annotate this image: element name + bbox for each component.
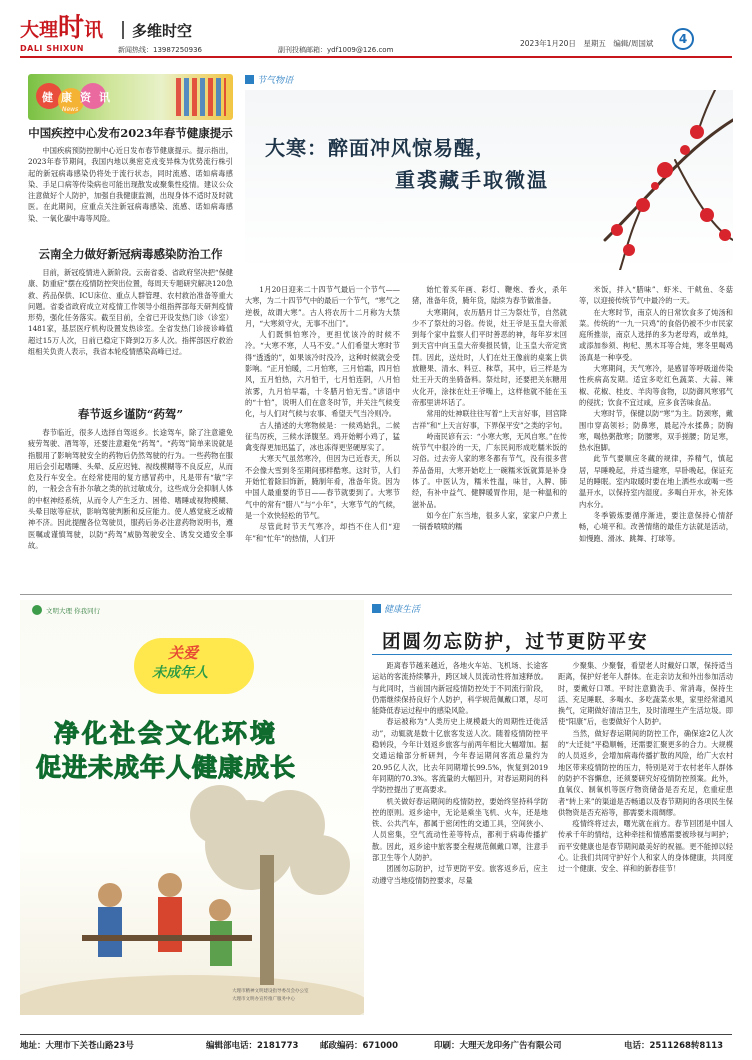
ad-credit-1: 大理市精神文明建设指导委员会办公室 xyxy=(232,989,309,994)
ad-credit-2: 大理市文明办宣传推广服务中心 xyxy=(232,997,295,1002)
footer-rule xyxy=(20,1034,732,1035)
column-tag-label: 节气物语 xyxy=(257,76,294,86)
footer-printer: 印刷：大理天龙印务广告有限公司 xyxy=(434,1041,562,1051)
footer-edit-phone: 编辑部电话：2181773 xyxy=(206,1041,299,1051)
ad-logo-mark xyxy=(32,605,42,615)
section-divider-horizontal xyxy=(20,594,732,595)
feature-col-2: 始忙着买年画、彩灯、鞭炮、香火，杀年猪，准备年货，腌年货，陆续为春节做准备。 大寒期间，农历腊月廿三为祭灶节，自然就少不了祭灶的习俗。传说，灶王爷是玉皇大帝派到每个家中监察人们平时善恶的神，每年岁末回到天宫中向玉皇大帝奏报民情，让玉皇大帝定赏罚。因此，送灶时，人们在灶王像前的桌案上供放糖果、清水、料豆、秣草，其中，后三样是为灶王升天的坐骑备料。祭灶时，还要把关东糖用火化开，涂抹在灶王爷嘴上，这样他就不能在玉帝那里讲坏话了。 常用的灶神联往往写着“上天言好事，回宫降吉祥”和“上天言好事，下界保平安”之类的字句。 岭南民谚有云：“小寒大寒，无风自寒。”在传统节气中很冷的一天，广东民间形成吃糯米饭的习俗。过去旁人家的寒冬都有节气，没有很多营养品备用，大寒开始吃上一碗糯米饭就算是补身体了。中医认为，糯米性温，味甘，入脾、肺经，有补中益气、健脾暖胃作用，是一种温和的滋补品。 如今在广东当地，很多人家，家家户户煮上一锅香喷喷的糯 xyxy=(412,285,567,532)
blossoms xyxy=(611,125,731,256)
footer-phone: 电话：2511268转8113 xyxy=(624,1041,724,1051)
health-banner xyxy=(28,74,233,120)
feature-title-line2: 重裘藏手取微温 xyxy=(395,168,549,192)
article2-col-1: 距离春节越来越近，各地火车站、飞机场、长途客运站的客流持续攀升，跨区域人员流动性将加速释放。与此同时，当前国内新冠疫情防控处于不同流行阶段，仍需继续保持良好个人防护，科学规范佩戴口罩，尽可能降低春运过程中的感染风险。 春运被称为“人类历史上规模最大的周期性迁徙活动”，动辄就是数十亿旅客发送人次。随着疫情防控平稳转段，今年计划返乡旅客与前两年相比大幅增加。据交通运输部分析研判，今年春运期间客流总量约为20.95亿人次，比去年同期增长99.5%，恢复到2019年同期的70.3%。客流量的大幅回升，对春运期间的科学防控提出了更高要求。 机关做好春运期间的疫情防控，要始终坚持科学防控的原则。返乡途中，无论是乘坐飞机、火车，还是地铁、公共汽车，都属于密闭性的交通工具，空间狭小、人员密集，空气流动性差等特点，都利于病毒传播扩散。因此，返乡途中旅客要全程规范佩戴口罩，注意手部卫生等个人防护。 团圆勿忘防护，过节更防平安。旅客返乡后，应主动遵守当地疫情防控要求，尽量 xyxy=(372,661,548,885)
news-hotline: 新闻热线：13987250936 xyxy=(118,46,202,54)
civic-ad xyxy=(20,600,364,1015)
footer-postcode: 邮政编码：671000 xyxy=(320,1041,398,1051)
news-body-drugdrive: 春节临近，很多人选择自驾返乡。长途驾车，除了注意避免疲劳驾驶、酒驾等，还要注意避免“药驾”。“药驾”简单来说就是指服用了影响驾驶安全的药物后仍然驾驶的行为。一些药物在服用后会引起嗜睡、头晕、反应迟钝、视线模糊等不良反应，从而危及行车安全。在经常使用的复方感冒药中，凡是带有“敏”字的，一般会含有扑尔敏之类的抗过敏成分，这些成分会抑制人体的中枢神经系统，从而令人产生乏力、困倦、嗜睡或视物模糊、头晕目眩等症状，影响驾驶判断和反应能力。使人感觉疲乏或精神不济。因此提醒各位驾驶员，服药后务必注意药物说明书，遵医嘱或谨慎驾驶，以防“药驾”威胁驾驶安全、诱发交通安全事故。 xyxy=(28,428,233,550)
banner-title: 健康资讯 xyxy=(42,91,118,104)
news-body-cdc: 中国疾病预防控制中心近日发布春节健康提示。提示指出，2023年春节期间，我国内地以奥密克戎变异株为优势流行株引起的新冠病毒感染仍将处于流行状态，同时流感、诺如病毒感染、手足口病等传染病也可能出现散发或聚集性疫情。建议公众注意做好个人防护，加强自我健康监测，出现身体不适时及时就医。在此期间，应重点关注新冠病毒感染、流感、诺如病毒感染、一氧化碳中毒等风险。 xyxy=(28,146,233,223)
brand-pinyin: DALI SHIXUN xyxy=(20,44,84,53)
date-line: 2023年1月20日 星期五 编辑/周国斌 xyxy=(520,39,654,48)
feature-col-3: 米饭，拌入“腊味”、虾米、干鱿鱼、冬菇等，以迎接传统节气中最冷的一天。 在大寒时节，南京人的日常饮食多了炖汤和菜。传统的“一九一只鸡”的食俗仍被不少市民家庭所推崇，南京人选择的多为老母鸡，或单炖，或添加参须、枸杞、黑木耳等合炖，寒冬里喝鸡汤真是一种享受。 大寒期间，天气寒冷，是感冒等呼吸道传染性疾病高发期。适宜多吃红色蔬菜、大蒜、辣椒、花椒、桂皮、羊肉等食物，以防御风寒邪气的侵扰；饮食不宜过咸，应多食苦味食品。 大寒时节，保健以防“寒”为主。防颈寒，戴围巾穿高领衫；防鼻寒，晨起冷水揉鼻；防胸寒，喝热粥散寒；防腰寒，双手搓腰；防足寒，热水泡脚。 此节气要顺应冬藏的规律，养精气，慎起居，早睡晚起，并适当避寒，早卧晚起，保证充足的睡眠。室内取暖时要在地上洒些水或喝一些温开水，以保持室内湿度。多喝白开水，补充体内水分。 冬季锻炼要循序渐进，要注意保持心情舒畅，心境平和。改善情绪的最佳方法就是活动，如慢跑、滑冰、跳舞、打球等。 xyxy=(579,285,733,543)
ad-header-logo: 文明大理 你我同行 xyxy=(46,607,101,615)
masthead xyxy=(20,13,732,68)
article2-col-2: 少聚集、少聚餐，看望老人时戴好口罩，保持适当距离，保护好老年人群体。在走亲访友和外出参加活动时，要戴好口罩。平时注意勤洗手、常消毒，保持生活、充足睡眠、多喝水、多吃蔬菜水果，家里经常通风换气，定期做好清洁卫生，及时清理生产生活垃圾。即使“阳康”后，也要做好个人防护。 当然，做好春运期间的防控工作，确保途2亿人次的“大迁徙”平稳顺畅，还需要汇聚更多的合力。大规模的人员返乡，会增加病毒传播扩散的风险，给广大农村地区带来疫情防控的压力，特别是对于农村老年人群体的防护不容懈怠，还须要研究好疫情防控预案。此外，血氧仪、制氧机等医疗物资储备是否充足，危重症患者“转上来”的渠道是否畅通以及春节期间的各项民生保供物资是否充裕等，都需要未雨绸缪。 疫情终将过去，曙光就在前方。春节回团是中国人传承千年的情结，这种牵挂和情感需要被珍视与呵护；而平安健康也是春节期间最美好的祝福。更不能掉以轻心。让我们共同守护好个人和家人的身体健康，共同度过一个健康、安全、祥和的新春佳节！ xyxy=(558,661,733,874)
ad-slogan-1: 净化社会文化环境 xyxy=(54,719,279,748)
footer xyxy=(20,1039,732,1053)
sidebar-news xyxy=(28,124,233,643)
news-title-drugdrive: 春节返乡谨防“药驾” xyxy=(77,407,184,421)
feature-col-1: 1月20日迎来二十四节气最后一个节气——大寒，为二十四节气中的最后一个节气，“寒气之逆极，故谓大寒”。古人将农历十二月称为大禁月，“大寒须守火，无事不出门”。 人们既惧怕寒冷，更担忧该冷的时候不冷。“大寒不寒，人马不安。”人们希望大寒时节得“透透的”，如果该冷时没冷，这种时候就会受影响。“正月怕暖，二月怕寒，三月怕霜，四月怕风，五月怕热，六月怕干，七月怕连阴，八月怕浓雾，九月怕早霜，十冬腊月怕无雪。”谚语中的“十怕”，说明人们在意冬时节，并关注气候变化，与人们对气候与农事、希望天气当冷则冷。 古人描述的大寒物候是：一候鸡始乳，二候征鸟厉疾，三候水泽腹坚。鸡开始孵小鸡了，猛禽变得更加迅猛了，冰也冻得更坚硬厚实了。 大寒天气虽然寒冷，但因为已近春天，所以不会像大雪到冬至期间那样酷寒。这时节，人们开始忙着除旧饰新，腌制年肴，准备年货。因为中国人最重要的节日——春节就要到了。大寒节气中的常有“腊八”与“小年”，大寒节气的气候，是一个欢快轻松的节气。 尽管此时节天气寒冷，却挡不住人们“迎年”和“忙年”的热情，人们开 xyxy=(245,285,400,543)
column-tag-label: 健康生活 xyxy=(384,605,421,615)
feature-title-line1: 大寒：醉面冲风惊易醒， xyxy=(265,136,496,160)
news-title-cdc: 中国疾控中心发布2023年春节健康提示 xyxy=(28,126,233,140)
ad-badge-line2: 未成年人 xyxy=(152,665,208,681)
brand-logo: 大理时讯 xyxy=(20,13,104,43)
branch xyxy=(605,90,733,270)
banner-stripes xyxy=(176,78,226,116)
column-tag-marker xyxy=(245,75,254,84)
children xyxy=(98,873,232,966)
article2-title: 团圆勿忘防护，过节更防平安 xyxy=(382,632,649,653)
news-body-yunnan: 目前，新冠疫情进入新阶段。云南省委、省政府坚决把“保健康、防重症”摆在疫情防控突出位置，每周天专题研究解决120急救、药品保供、ICU床位、重点人群管理、农村救治准备等重大问题。省委省政府成立对疫情工作领导小组指挥部每天研判疫情形势，强化任务落实。截至目前，全省已开设发热门诊（诊室）1481家，基层医疗机构设置发热诊室。全省发热门诊接诊峰值超过15万人次，日前已稳定下降到2万多人次。指挥部医疗救治组相关负责人表示，我省本轮疫情感染高峰已过。 xyxy=(28,268,233,357)
news-title-yunnan: 云南全力做好新冠病毒感染防治工作 xyxy=(38,247,223,261)
ad-illustration xyxy=(20,785,364,1015)
masthead-rule xyxy=(20,56,732,58)
news-badge: News xyxy=(62,106,79,113)
column-tag-marker xyxy=(372,604,381,613)
editor-email: 副刊投稿邮箱：ydf1009@126.com xyxy=(278,46,394,54)
section-divider xyxy=(122,21,124,39)
footer-address: 地址：大理市下关苍山路23号 xyxy=(20,1041,134,1051)
article2-title-rule xyxy=(372,654,732,655)
ad-badge-line1: 关爱 xyxy=(168,644,199,662)
feature-hero xyxy=(245,90,733,270)
section-title: 多维时空 xyxy=(132,22,193,40)
ad-slogan-2: 促进未成年人健康成长 xyxy=(36,753,297,782)
page-number-badge: 4 xyxy=(672,28,694,50)
